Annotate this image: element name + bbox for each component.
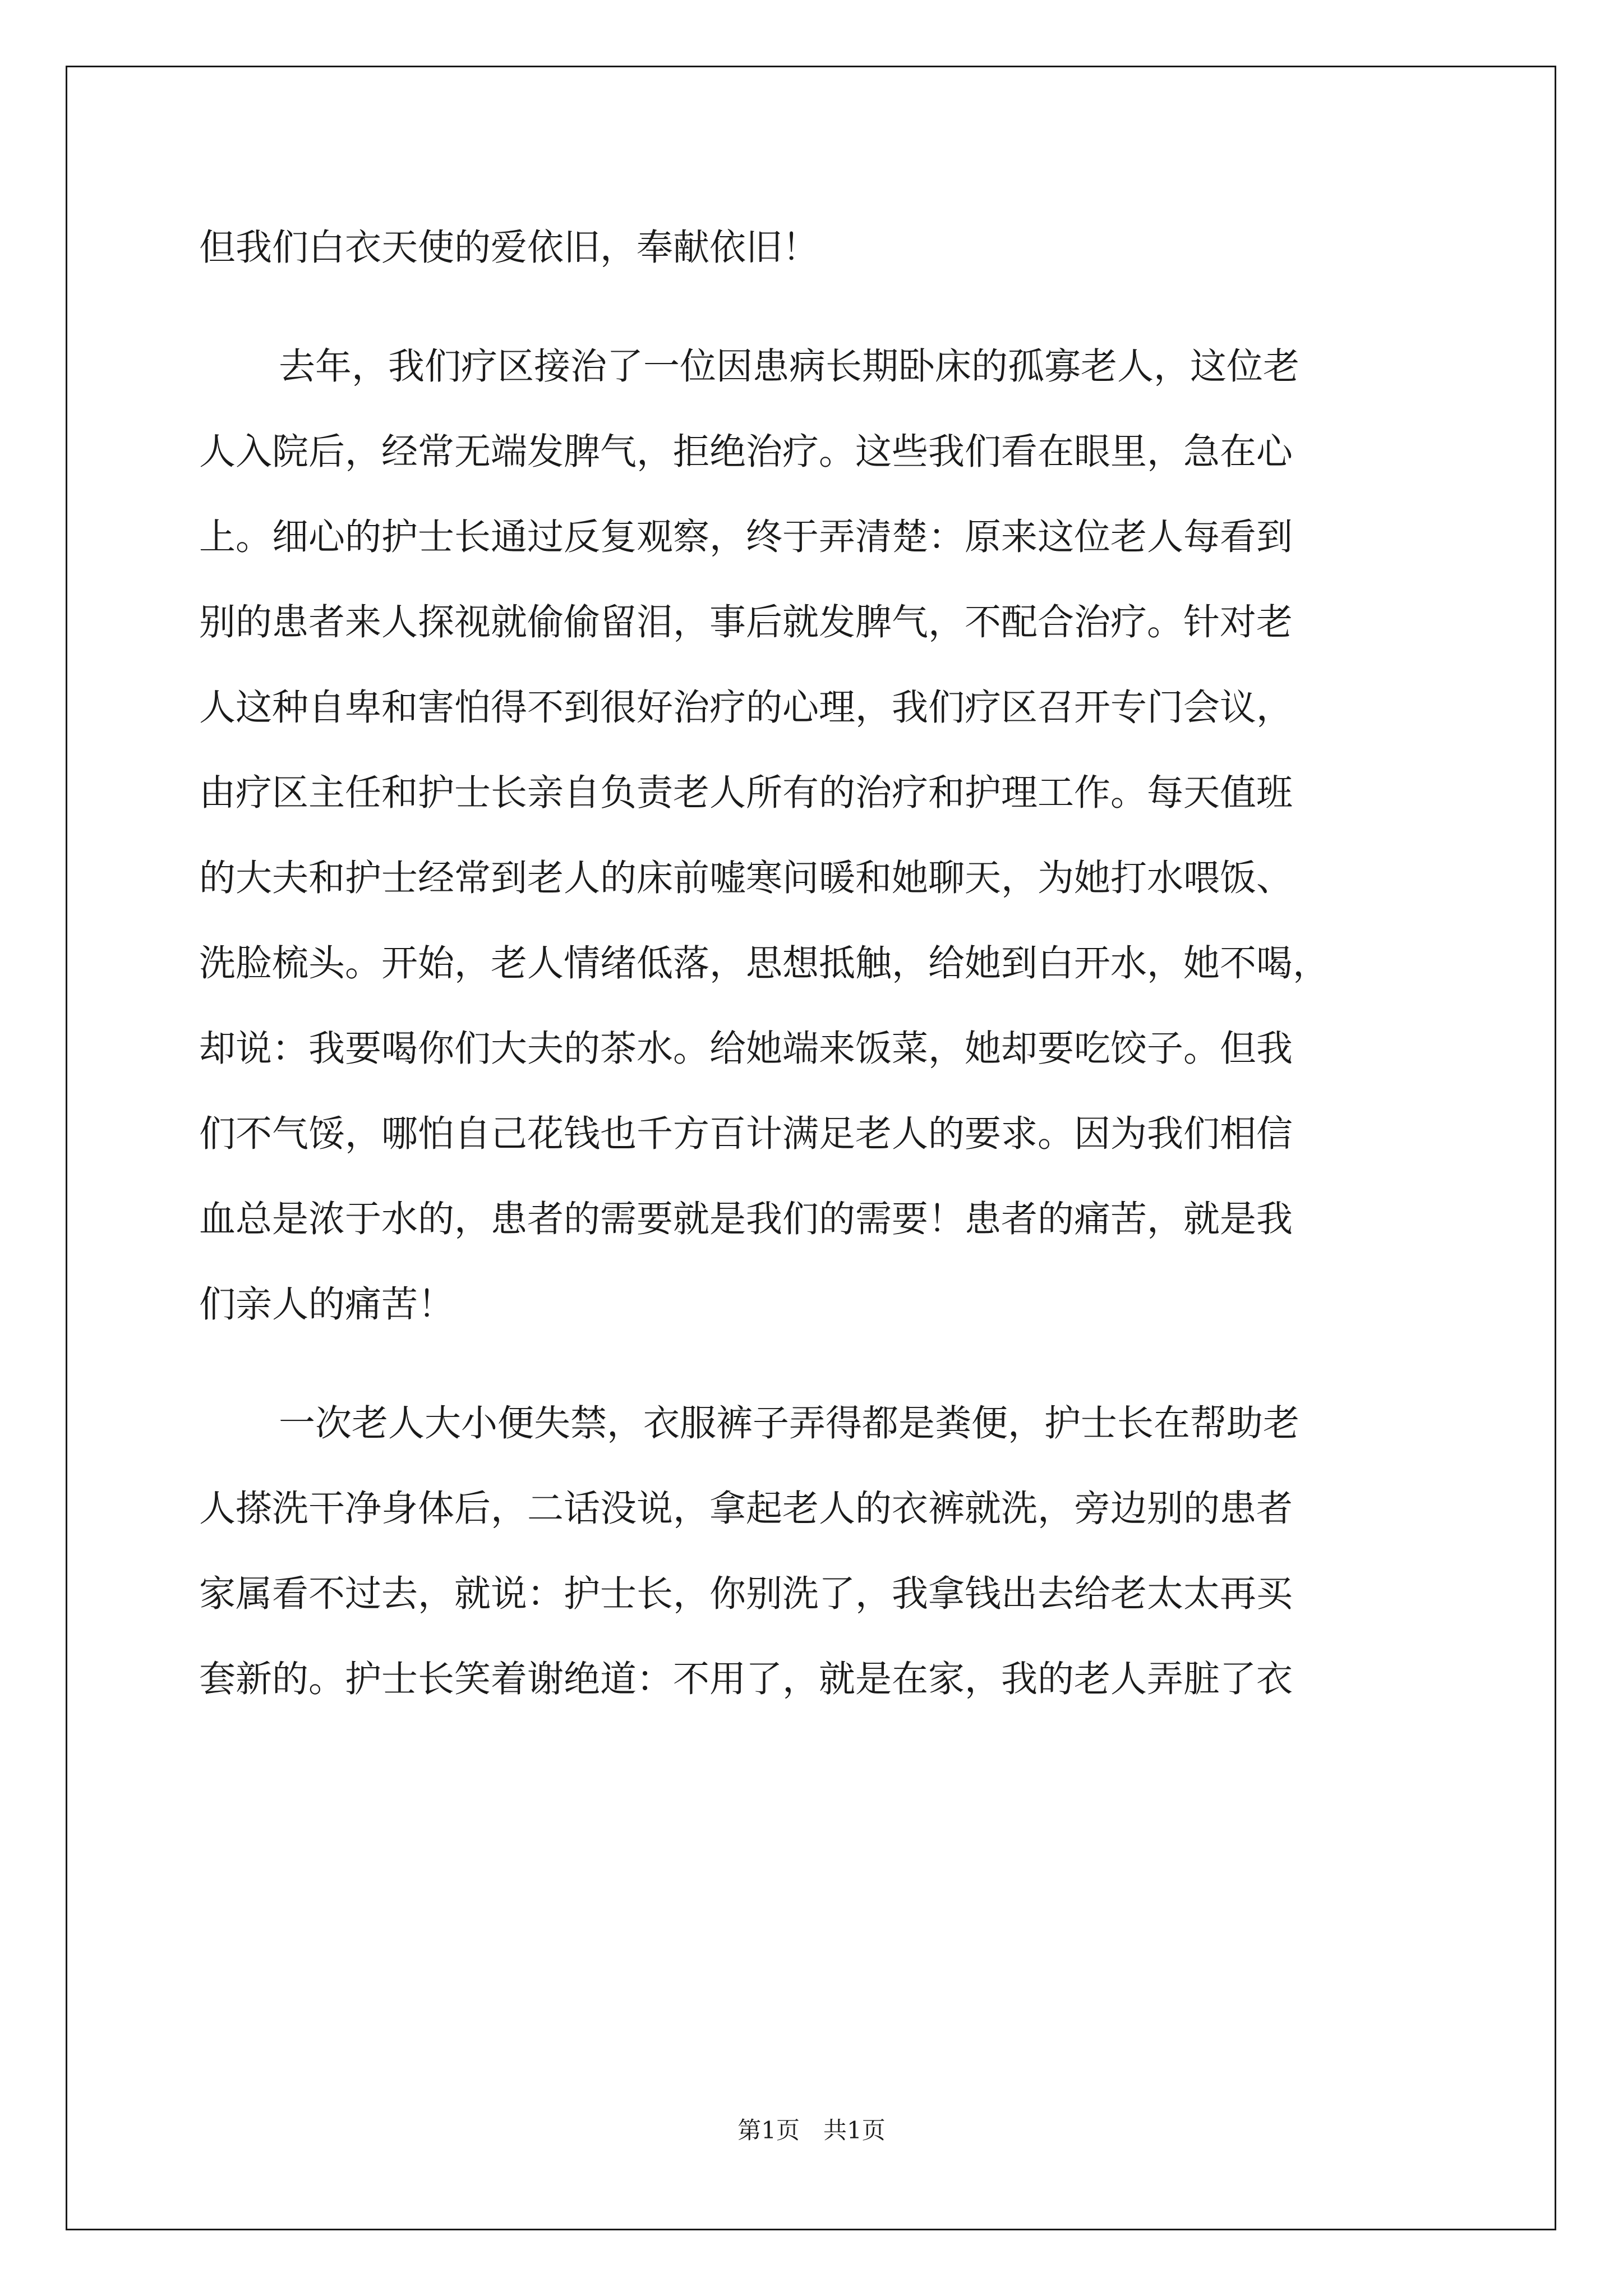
- text-line: 人这种自卑和害怕得不到很好治疗的心理，我们疗区召开专门会议，: [199, 687, 1293, 729]
- paragraph-first-line: 一次老人大小便失禁，衣服裤子弄得都是粪便，护士长在帮助老: [279, 1402, 1300, 1444]
- document-body: [199, 205, 1427, 1722]
- page-footer: [0, 2112, 1623, 2146]
- text-line: 们亲人的痛苦！: [199, 1283, 455, 1326]
- text-line: 别的患者来人探视就偷偷留泪，事后就发脾气，不配合治疗。针对老: [199, 601, 1293, 643]
- paragraph-first-line: 去年，我们疗区接治了一位因患病长期卧床的孤寡老人，这位老: [279, 346, 1300, 388]
- text-line: 人入院后，经常无端发脾气，拒绝治疗。这些我们看在眼里，急在心: [199, 431, 1293, 473]
- text-line: 由疗区主任和护士长亲自负责老人所有的治疗和护理工作。每天值班: [199, 772, 1293, 814]
- text-line: 但我们白衣天使的爱依旧，奉献依旧！: [199, 227, 819, 269]
- text-line: 血总是浓于水的，患者的需要就是我们的需要！患者的痛苦，就是我: [199, 1198, 1293, 1240]
- text-line: 家属看不过去，就说：护士长，你别洗了，我拿钱出去给老太太再买: [199, 1573, 1293, 1615]
- text-line: 人搽洗干净身体后，二话没说，拿起老人的衣裤就洗，旁边别的患者: [199, 1488, 1293, 1530]
- text-line: 套新的。护士长笑着谢绝道：不用了，就是在家，我的老人弄脏了衣: [199, 1658, 1293, 1700]
- text-line: 却说：我要喝你们大夫的茶水。给她端来饭菜，她却要吃饺子。但我: [199, 1028, 1293, 1070]
- page-number-current: 第1页: [737, 2116, 800, 2144]
- text-line: 洗脸梳头。开始，老人情绪低落，思想抵触，给她到白开水，她不喝，: [199, 942, 1330, 984]
- text-line: 的大夫和护士经常到老人的床前嘘寒问暖和她聊天，为她打水喂饭、: [199, 857, 1293, 899]
- text-line: 们不气馁，哪怕自己花钱也千方百计满足老人的要求。因为我们相信: [199, 1113, 1293, 1155]
- text-line: 上。细心的护士长通过反复观察，终于弄清楚：原来这位老人每看到: [199, 516, 1293, 558]
- page-number-total: 共1页: [823, 2116, 886, 2144]
